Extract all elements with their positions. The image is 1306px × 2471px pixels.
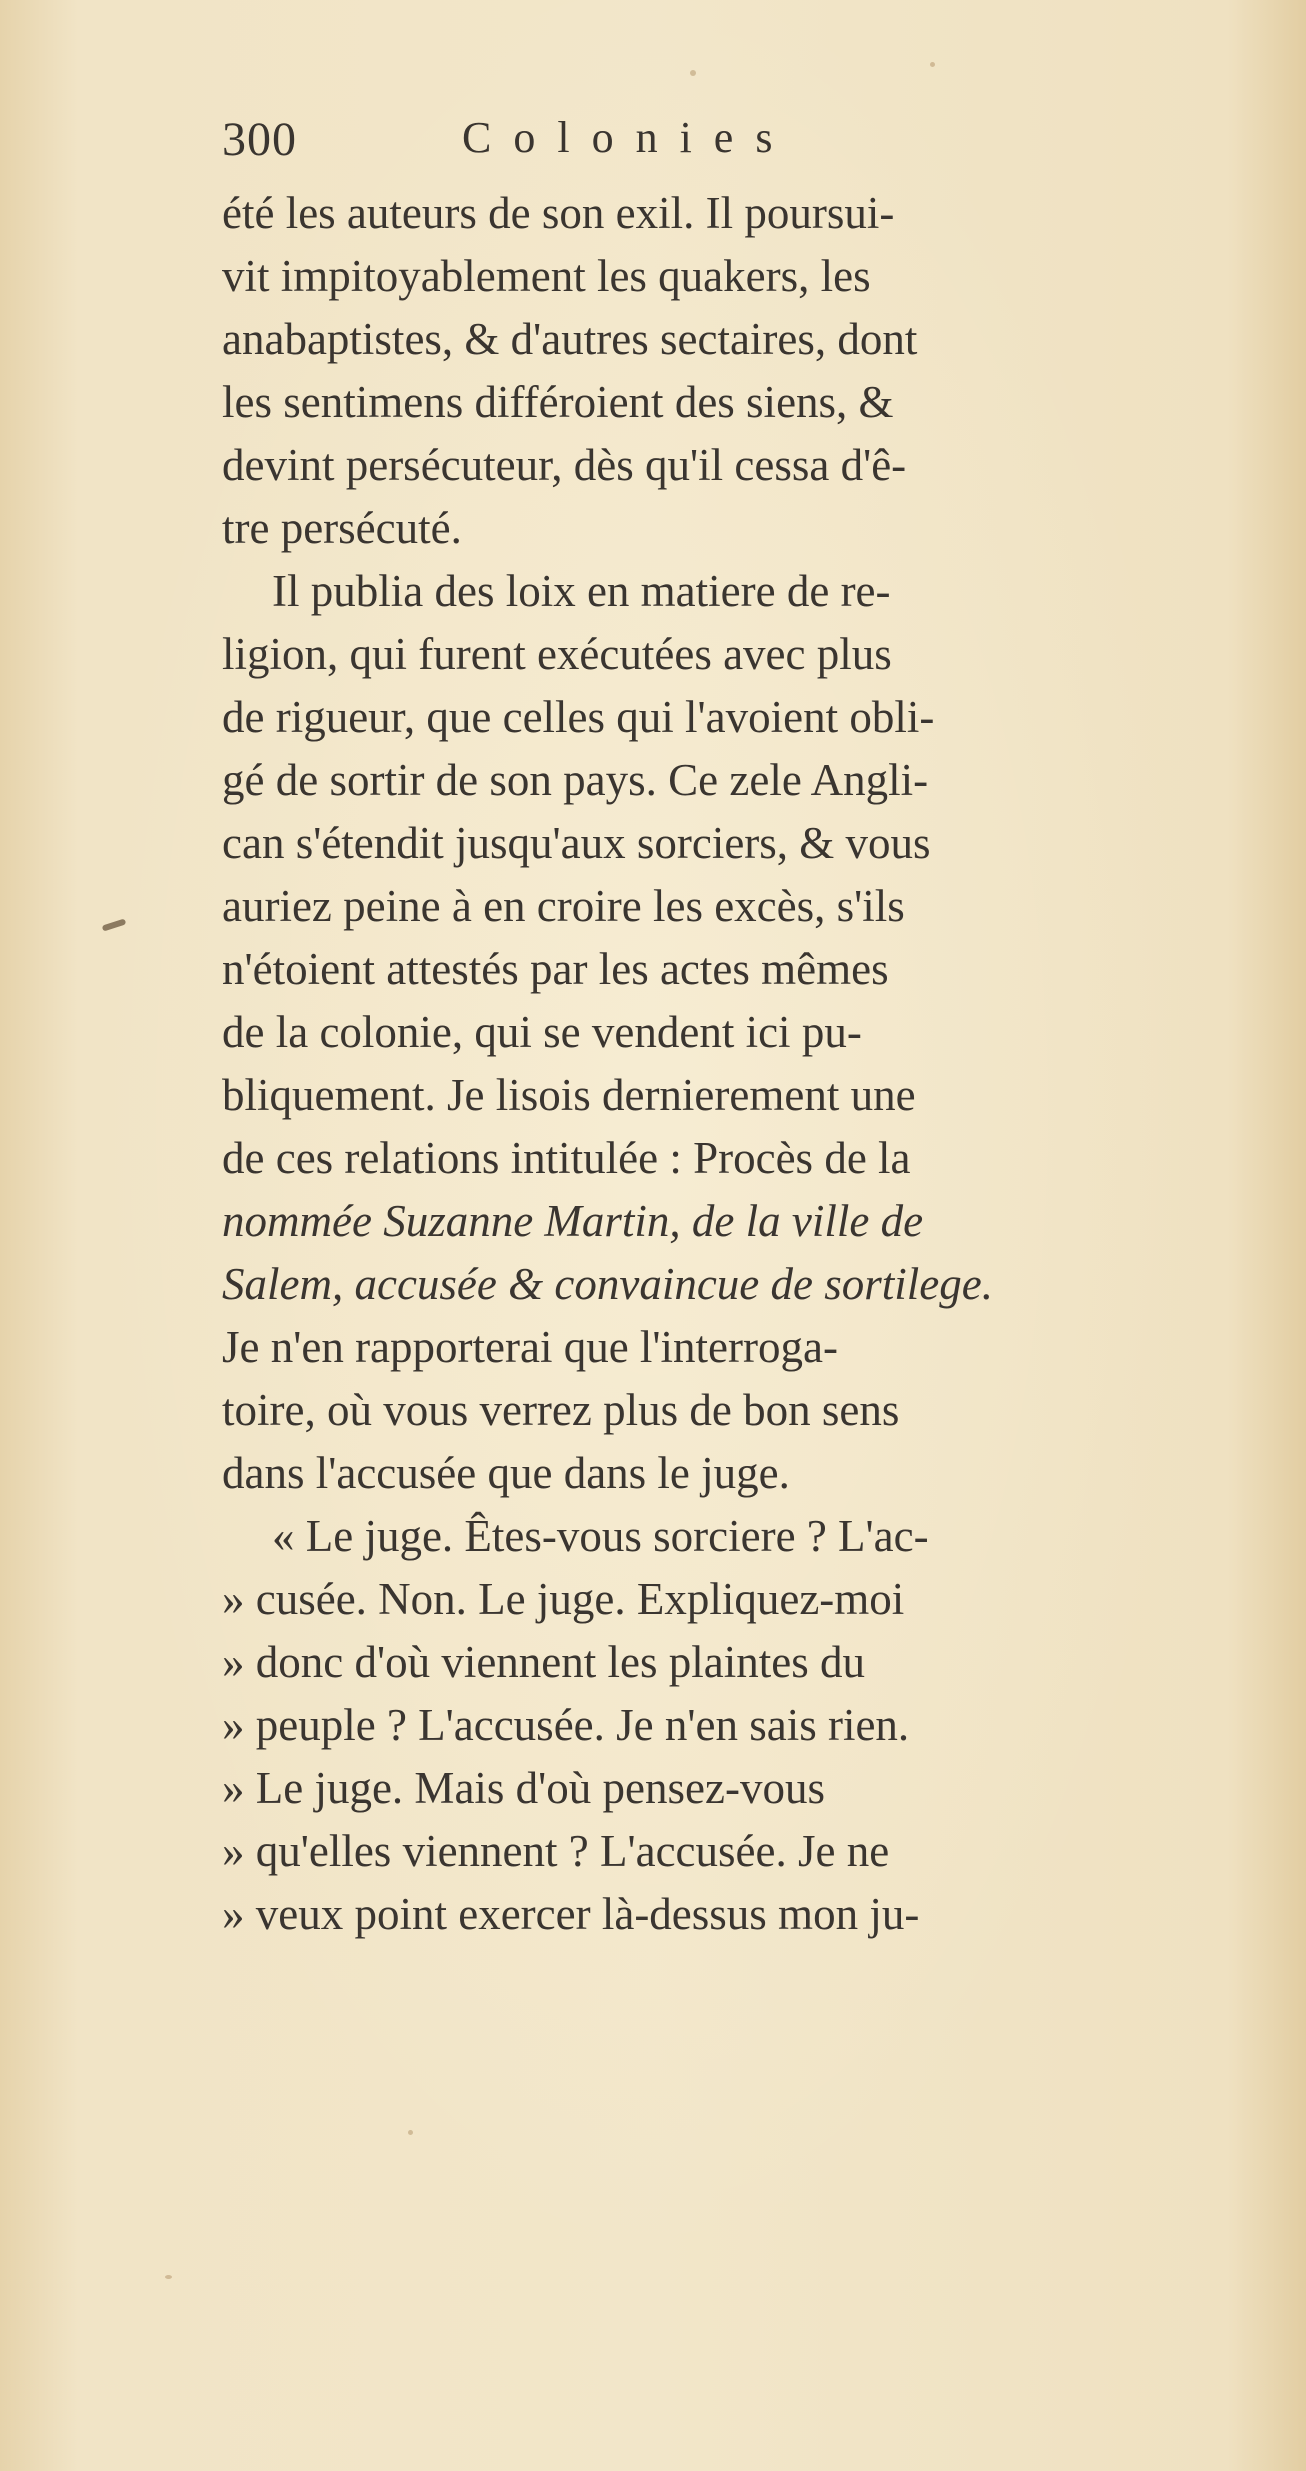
running-title: Colonies — [462, 113, 795, 162]
running-head — [222, 108, 1242, 182]
text-line: « Le juge. Êtes-vous sorciere ? L'ac- — [272, 1511, 929, 1561]
text-line: anabaptistes, & d'autres sectaires, dont — [222, 314, 918, 364]
paper-spot — [408, 2130, 413, 2135]
text-line: ligion, qui furent exécutées avec plus — [222, 629, 892, 679]
text-line: dans l'accusée que dans le juge. — [222, 1448, 790, 1498]
text-line: les sentimens différoient des siens, & — [222, 377, 894, 427]
text-line: tre persécuté. — [222, 503, 462, 553]
paper-spot — [930, 62, 935, 67]
margin-mark — [102, 918, 127, 931]
text-line: can s'étendit jusqu'aux sorciers, & vous — [222, 818, 931, 868]
text-line: » veux point exercer là-dessus mon ju- — [222, 1889, 920, 1939]
text-line: devint persécuteur, dès qu'il cessa d'ê- — [222, 440, 907, 490]
text-line: Il publia des loix en matiere de re- — [272, 566, 891, 616]
body-text — [222, 182, 1242, 1946]
text-line: vit impitoyablement les quakers, les — [222, 251, 871, 301]
text-line: » Le juge. Mais d'où pensez-vous — [222, 1763, 825, 1813]
text-line: bliquement. Je lisois dernierement une — [222, 1070, 916, 1120]
text-line: Je n'en rapporterai que l'interroga- — [222, 1322, 838, 1372]
page-number: 300 — [222, 113, 297, 166]
paper-spot — [165, 2275, 172, 2279]
text-line: » cusée. Non. Le juge. Expliquez-moi — [222, 1574, 905, 1624]
text-block — [222, 108, 1242, 1946]
text-line: » donc d'où viennent les plaintes du — [222, 1637, 865, 1687]
text-line: Salem, accusée & convaincue de sortilege. — [222, 1259, 993, 1309]
text-line: auriez peine à en croire les excès, s'ils — [222, 881, 905, 931]
text-line: » peuple ? L'accusée. Je n'en sais rien. — [222, 1700, 910, 1750]
text-line: nommée Suzanne Martin, de la ville de — [222, 1196, 924, 1246]
text-line: de la colonie, qui se vendent ici pu- — [222, 1007, 862, 1057]
text-line: toire, où vous verrez plus de bon sens — [222, 1385, 900, 1435]
text-line: n'étoient attestés par les actes mêmes — [222, 944, 889, 994]
text-line: de rigueur, que celles qui l'avoient obli- — [222, 692, 935, 742]
text-line: gé de sortir de son pays. Ce zele Angli- — [222, 755, 929, 805]
paper-spot — [690, 70, 696, 76]
text-line: de ces relations intitulée : Procès de la — [222, 1133, 911, 1183]
text-line: » qu'elles viennent ? L'accusée. Je ne — [222, 1826, 890, 1876]
text-line: été les auteurs de son exil. Il poursui- — [222, 188, 895, 238]
